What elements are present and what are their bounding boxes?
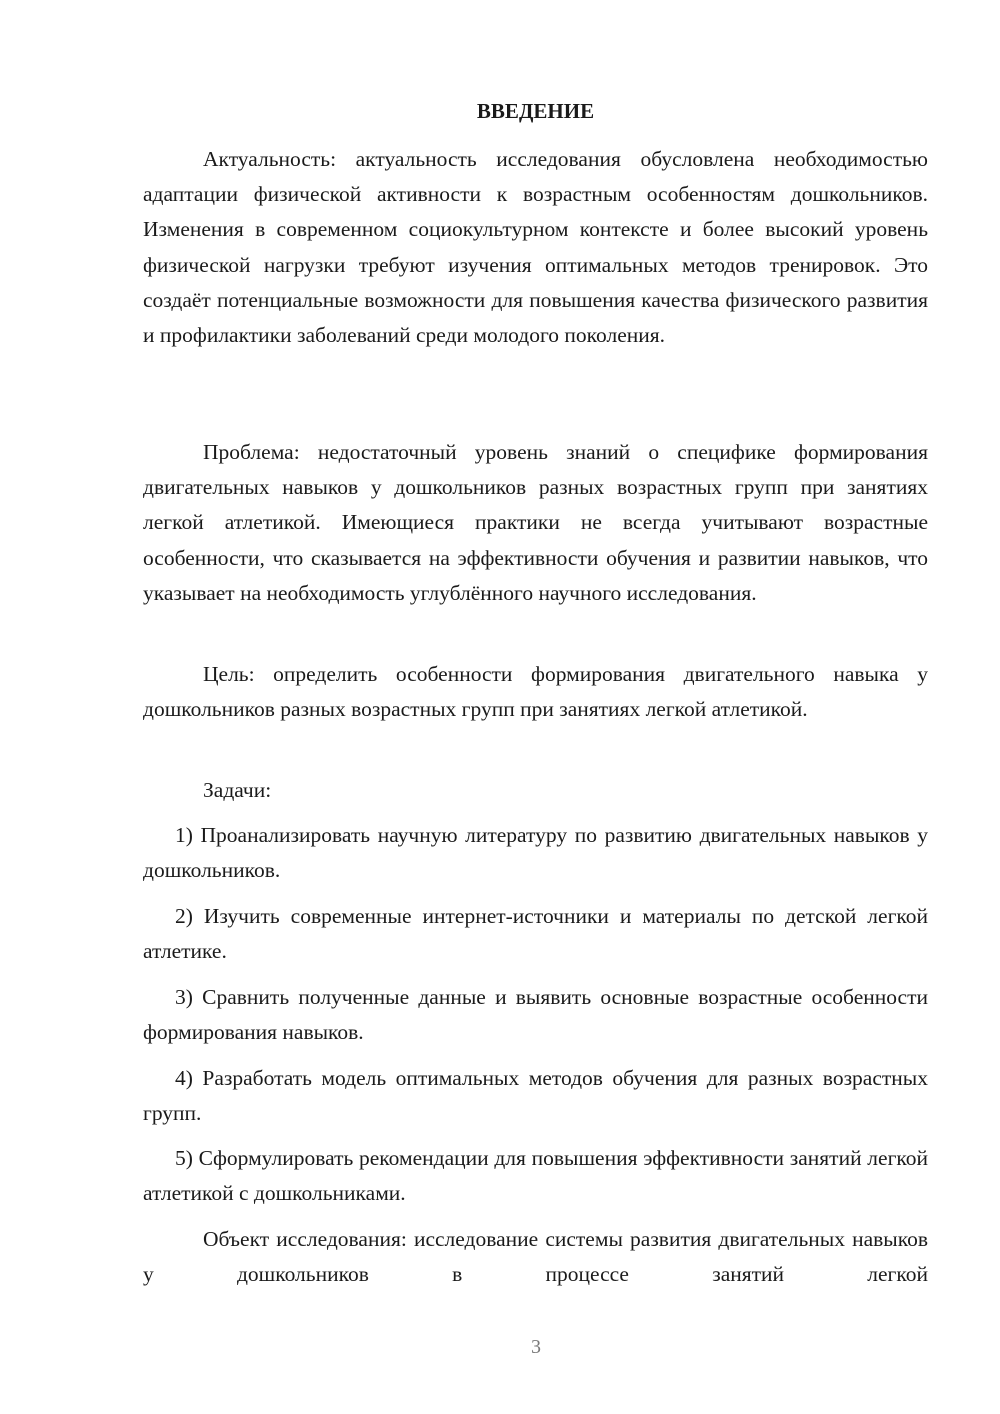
task-item-5: 5) Сформулировать рекомендации для повышения эффективности занятий легкой атлетикой с дошкольниками. xyxy=(143,1146,928,1206)
tasks-heading: Задачи: xyxy=(203,778,272,802)
task-item-2: 2) Изучить современные интернет-источники и материалы по детской легкой атлетике. xyxy=(143,904,928,964)
page-number: 3 xyxy=(531,1336,541,1358)
task-item-4: 4) Разработать модель оптимальных методов обучения для разных возрастных групп. xyxy=(143,1066,928,1126)
task-item-3: 3) Сравнить полученные данные и выявить основные возрастные особенности формирования навыков. xyxy=(143,985,928,1045)
goal-paragraph: Цель: определить особенности формирования двигательного навыка у дошкольников разных возрастных групп при занятиях легкой атлетикой. xyxy=(143,662,928,722)
problem-paragraph: Проблема: недостаточный уровень знаний о специфике формирования двигательных навыков у дошкольников разных возрастных групп при занятиях легкой атлетикой. Имеющиеся практики не всегда учитывают возрастные особенности, что сказывается на эффективности обучения и развитии навыков, что указывает на необходимость углублённого научного исследования. xyxy=(143,440,928,605)
task-item-1: 1) Проанализировать научную литературу по развитию двигательных навыков у дошкольников. xyxy=(143,823,928,883)
object-paragraph: Объект исследования: исследование системы развития двигательных навыков у дошкольников в процессе занятий легкой xyxy=(143,1227,928,1287)
relevance-paragraph: Актуальность: актуальность исследования обусловлена необходимостью адаптации физической активности к возрастным особенностям дошкольников. Изменения в современном социокультурном контексте и более высокий уровень физической нагрузки требуют изучения оптимальных методов тренировок. Это создаёт потенциальные возможности для повышения качества физического развития и профилактики заболеваний среди молодого поколения. xyxy=(143,147,928,348)
section-title: ВВЕДЕНИЕ xyxy=(476,99,595,123)
